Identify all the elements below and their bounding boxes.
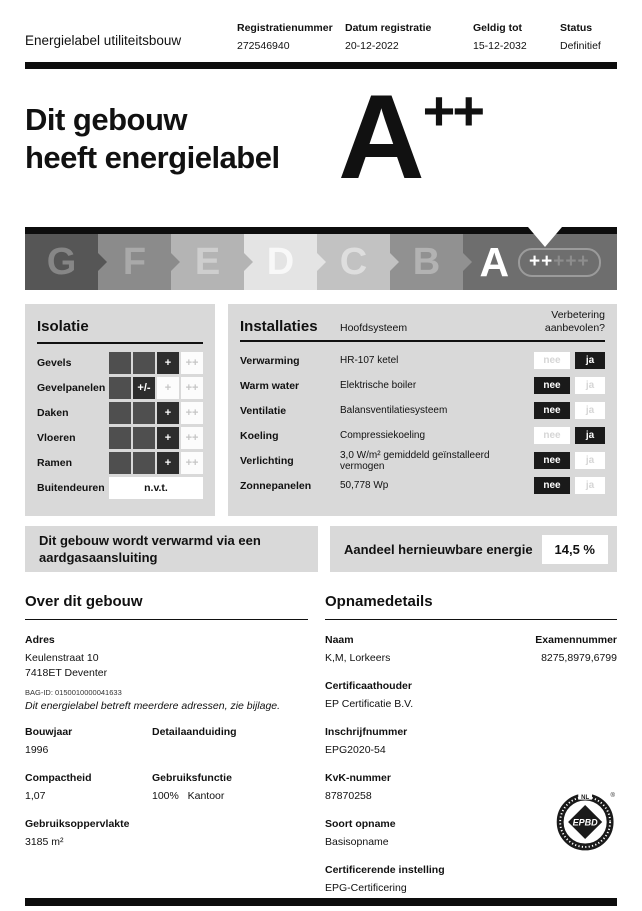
header-field-datum-registratie — [345, 22, 473, 52]
improve-badges — [534, 477, 605, 494]
field-label: Geldig tot — [473, 22, 522, 34]
segment-letter: G — [46, 240, 77, 283]
segment-letter: C — [339, 240, 368, 283]
badge-nee: nee — [534, 477, 570, 494]
field-label: Gebruiksoppervlakte — [25, 818, 130, 830]
plus-inactive: +++ — [553, 250, 590, 272]
rating-cell — [109, 427, 131, 449]
rating-cell: ++ — [181, 427, 203, 449]
field-label: KvK-nummer — [325, 772, 391, 784]
opnamedetails-section — [325, 593, 617, 896]
installaties-title: Installaties — [240, 318, 318, 335]
rating-cell: + — [157, 377, 179, 399]
document-title: Energielabel utiliteitsbouw — [25, 33, 182, 48]
field-label: Soort opname — [325, 818, 396, 830]
rating-cell — [133, 402, 155, 424]
improve-badges — [534, 352, 605, 369]
row-system: 50,778 Wp — [340, 480, 389, 491]
headline-text — [25, 89, 338, 177]
header-divider-bar — [25, 62, 617, 69]
field-value: EPG-Certificering — [325, 882, 407, 894]
field-inschrijfnummer — [325, 726, 617, 758]
info-banners — [25, 526, 617, 572]
row-label: Ventilatie — [240, 404, 287, 417]
bag-id: BAG-ID: 0150010000041633 — [25, 688, 122, 697]
field-label: Detailaanduiding — [152, 726, 237, 738]
field-label: Naam — [325, 634, 354, 646]
field-value: 8275,8979,6799 — [541, 652, 617, 664]
building-facts-row2 — [25, 772, 308, 804]
headline-section — [25, 70, 617, 204]
not-applicable-cell: n.v.t. — [109, 477, 203, 499]
field-value: Definitief — [560, 40, 601, 52]
isolatie-row-vloeren — [37, 425, 203, 450]
rating-cell: ++ — [181, 402, 203, 424]
verbetering-line2: aanbevolen? — [544, 322, 605, 334]
scale-segment-d — [244, 234, 317, 290]
installaties-row-ventilatie — [240, 398, 605, 423]
segment-letter: B — [412, 240, 441, 283]
isolatie-box — [25, 304, 215, 516]
field-label: Status — [560, 22, 593, 34]
row-label: Gevels — [37, 356, 72, 369]
plus-active: ++ — [529, 250, 554, 272]
stamp-text: EPBD — [572, 817, 598, 828]
stamp-registered-mark: ® — [610, 793, 615, 800]
rating-cell — [133, 352, 155, 374]
segment-letter: D — [266, 240, 295, 283]
building-facts-row1 — [25, 726, 308, 758]
rating-cell — [109, 402, 131, 424]
badge-nee: nee — [534, 352, 570, 369]
energy-label-rating — [338, 70, 483, 204]
rating-plus: ++ — [422, 79, 483, 142]
header-field-registratienummer — [237, 22, 345, 52]
isolatie-row-buitendeuren — [37, 475, 203, 500]
isolatie-row-ramen — [37, 450, 203, 475]
badge-ja: ja — [575, 402, 605, 419]
renewable-energy-banner — [330, 526, 617, 572]
field-label: Gebruiksfunctie — [152, 772, 232, 784]
renewable-value: 14,5 % — [542, 535, 608, 564]
installaties-box — [228, 304, 617, 516]
scale-segment-b — [390, 234, 463, 290]
column-verbetering — [545, 309, 605, 335]
plus-pill — [518, 248, 601, 277]
rating-cells — [109, 452, 203, 474]
badge-ja: ja — [575, 427, 605, 444]
badge-ja: ja — [575, 377, 605, 394]
rating-cell: + — [157, 427, 179, 449]
headline-line1: Dit gebouw — [25, 102, 188, 137]
rating-cell: + — [157, 402, 179, 424]
field-label: Compactheid — [25, 772, 92, 784]
field-value: 20-12-2022 — [345, 40, 399, 52]
row-label: Daken — [37, 406, 69, 419]
rating-cell: + — [157, 452, 179, 474]
segment-letter: E — [194, 240, 221, 283]
rating-letter: A — [338, 70, 421, 204]
badge-ja: ja — [575, 352, 605, 369]
field-value: Basisopname — [325, 836, 389, 848]
column-hoofdsysteem: Hoofdsysteem — [340, 322, 408, 334]
renewable-label: Aandeel hernieuwbare energie — [344, 541, 533, 557]
field-label: Examennummer — [535, 634, 617, 646]
row-system: Compressiekoeling — [340, 430, 426, 441]
verbetering-line1: Verbetering — [551, 309, 605, 321]
current-letter: A — [479, 238, 510, 285]
row-label: Gevelpanelen — [37, 381, 106, 394]
field-value: 100% Kantoor — [152, 790, 225, 802]
row-label: Buitendeuren — [37, 481, 105, 494]
scale-segment-g — [25, 234, 98, 290]
row-label: Zonnepanelen — [240, 479, 312, 492]
improve-badges — [534, 452, 605, 469]
installaties-header — [240, 309, 605, 342]
rating-cell — [109, 352, 131, 374]
isolatie-row-gevels — [37, 350, 203, 375]
over-dit-gebouw-section — [25, 593, 308, 896]
isolatie-title: Isolatie — [37, 318, 203, 344]
field-value: 15-12-2032 — [473, 40, 527, 52]
field-detailaanduiding — [152, 726, 308, 758]
naam-exam-row — [325, 634, 617, 666]
stamp-country: NL — [581, 794, 590, 801]
document-header — [25, 0, 617, 52]
improve-badges — [534, 377, 605, 394]
rating-cells — [109, 377, 203, 399]
section-title: Over dit gebouw — [25, 593, 308, 620]
installaties-row-warm-water — [240, 373, 605, 398]
field-value: 272546940 — [237, 40, 290, 52]
field-value: 87870258 — [325, 790, 372, 802]
field-value: 1,07 — [25, 790, 46, 802]
row-label: Verlichting — [240, 454, 294, 467]
row-label: Ramen — [37, 456, 73, 469]
installaties-row-zonnepanelen — [240, 473, 605, 498]
installaties-row-koeling — [240, 423, 605, 448]
gas-connection-banner — [25, 526, 318, 572]
rating-pointer-icon — [528, 227, 562, 247]
headline-line2: heeft energielabel — [25, 140, 280, 175]
field-naam — [325, 634, 390, 666]
field-label: Adres — [25, 634, 55, 646]
field-examennummer — [535, 634, 617, 666]
field-value: K,M, Lorkeers — [325, 652, 391, 664]
rating-cell: ++ — [181, 452, 203, 474]
rating-cell — [109, 377, 131, 399]
field-value: EP Certificatie B.V. — [325, 698, 414, 710]
field-adres — [25, 634, 308, 712]
epbd-stamp-icon — [555, 791, 617, 853]
row-system: Elektrische boiler — [340, 380, 417, 391]
header-field-status — [560, 22, 617, 52]
badge-nee: nee — [534, 452, 570, 469]
gas-text: Dit gebouw wordt verwarmd via een aardgasaansluiting — [39, 533, 261, 565]
improve-badges — [534, 402, 605, 419]
badge-nee: nee — [534, 427, 570, 444]
isolatie-row-gevelpanelen — [37, 375, 203, 400]
row-system: 3,0 W/m² gemiddeld geïnstalleerd vermogen — [340, 449, 490, 472]
badge-ja: ja — [575, 452, 605, 469]
field-compactheid — [25, 772, 152, 804]
field-value: 1996 — [25, 744, 49, 756]
row-system: Balansventilatiesysteem — [340, 405, 448, 416]
badge-ja: ja — [575, 477, 605, 494]
energy-scale — [25, 227, 617, 290]
multiple-addresses-note: Dit energielabel betreft meerdere adressen, zie bijlage. — [25, 700, 281, 712]
rating-cells — [109, 402, 203, 424]
rating-cell: + — [157, 352, 179, 374]
field-label: Inschrijfnummer — [325, 726, 408, 738]
address-line: Keulenstraat 10 — [25, 652, 99, 664]
scale-segment-f — [98, 234, 171, 290]
field-certificaathouder — [325, 680, 617, 712]
rating-cell: +/- — [133, 377, 155, 399]
field-label: Certificaathouder — [325, 680, 412, 692]
badge-nee: nee — [534, 402, 570, 419]
systems-section — [25, 304, 617, 516]
field-gebruiksoppervlakte — [25, 818, 308, 850]
row-label: Koeling — [240, 429, 279, 442]
section-title: Opnamedetails — [325, 593, 617, 620]
rating-cell: ++ — [181, 377, 203, 399]
field-certificerende-instelling — [325, 864, 617, 896]
row-label: Warm water — [240, 379, 300, 392]
isolatie-row-daken — [37, 400, 203, 425]
detail-columns — [25, 593, 617, 896]
installaties-row-verwarming — [240, 348, 605, 373]
field-bouwjaar — [25, 726, 152, 758]
row-label: Vloeren — [37, 431, 76, 444]
badge-nee: nee — [534, 377, 570, 394]
field-gebruiksfunctie — [152, 772, 308, 804]
installaties-row-verlichting — [240, 448, 605, 473]
header-field-geldig-tot — [473, 22, 560, 52]
row-system: HR-107 ketel — [340, 355, 399, 366]
improve-badges — [534, 427, 605, 444]
field-label: Certificerende instelling — [325, 864, 445, 876]
row-label: Verwarming — [240, 354, 300, 367]
scale-segment-c — [317, 234, 390, 290]
rating-cell — [133, 452, 155, 474]
rating-cell — [109, 452, 131, 474]
rating-cells — [109, 427, 203, 449]
field-value: 3185 m² — [25, 836, 64, 848]
field-label: Bouwjaar — [25, 726, 73, 738]
rating-cell — [133, 427, 155, 449]
segment-letter: F — [122, 240, 147, 283]
footer-bar — [25, 898, 617, 906]
scale-segment-e — [171, 234, 244, 290]
rating-cell: ++ — [181, 352, 203, 374]
field-label: Registratienummer — [237, 22, 333, 34]
rating-cells — [109, 352, 203, 374]
field-label: Datum registratie — [345, 22, 432, 34]
address-line: 7418ET Deventer — [25, 667, 108, 679]
field-value: EPG2020-54 — [325, 744, 386, 756]
